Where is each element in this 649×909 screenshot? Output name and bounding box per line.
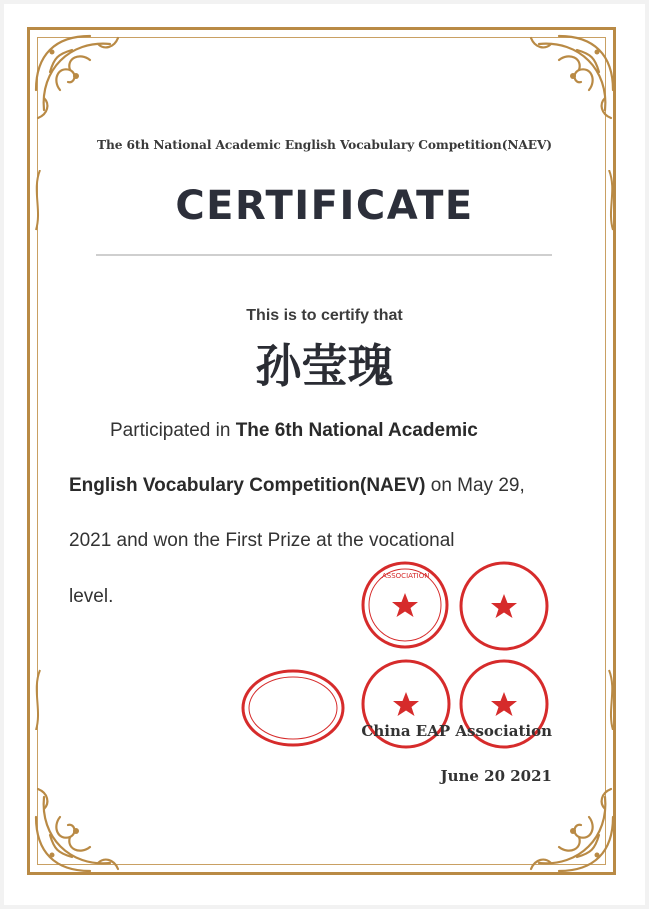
body-line-2 xyxy=(69,474,525,498)
competition-title: The 6th National Academic English Vocabulary Competition(NAEV) xyxy=(97,138,552,152)
eap-association-seal xyxy=(360,560,450,650)
certificate-heading: CERTIFICATE xyxy=(175,183,474,229)
corner-ornament-bottom-right xyxy=(524,782,619,877)
body-line-1-prefix: Participated in xyxy=(110,420,236,441)
body-line-4: level. xyxy=(69,586,114,607)
issue-date: June 20 2021 xyxy=(440,767,552,785)
issuer-name: China EAP Association xyxy=(361,722,552,740)
body-line-2-suffix: on May 29, xyxy=(425,475,525,496)
body-line-2-bold: English Vocabulary Competition(NAEV) xyxy=(69,475,426,496)
body-line-1 xyxy=(110,419,478,443)
svg-text:ASSOCIATION: ASSOCIATION xyxy=(382,572,430,580)
corner-ornament-top-right xyxy=(524,30,619,125)
body-line-1-bold: The 6th National Academic xyxy=(235,420,478,441)
right-side-flourish xyxy=(605,170,619,730)
certify-text: This is to certify that xyxy=(246,307,403,324)
recipient-name: 孙莹瑰 xyxy=(255,340,394,392)
heading-divider xyxy=(96,254,552,256)
corner-ornament-top-left xyxy=(30,30,125,125)
language-committee-seal xyxy=(458,560,550,652)
corner-ornament-bottom-left xyxy=(30,782,125,877)
body-line-3: 2021 and won the First Prize at the vocational xyxy=(69,530,455,551)
left-side-flourish xyxy=(30,170,44,730)
